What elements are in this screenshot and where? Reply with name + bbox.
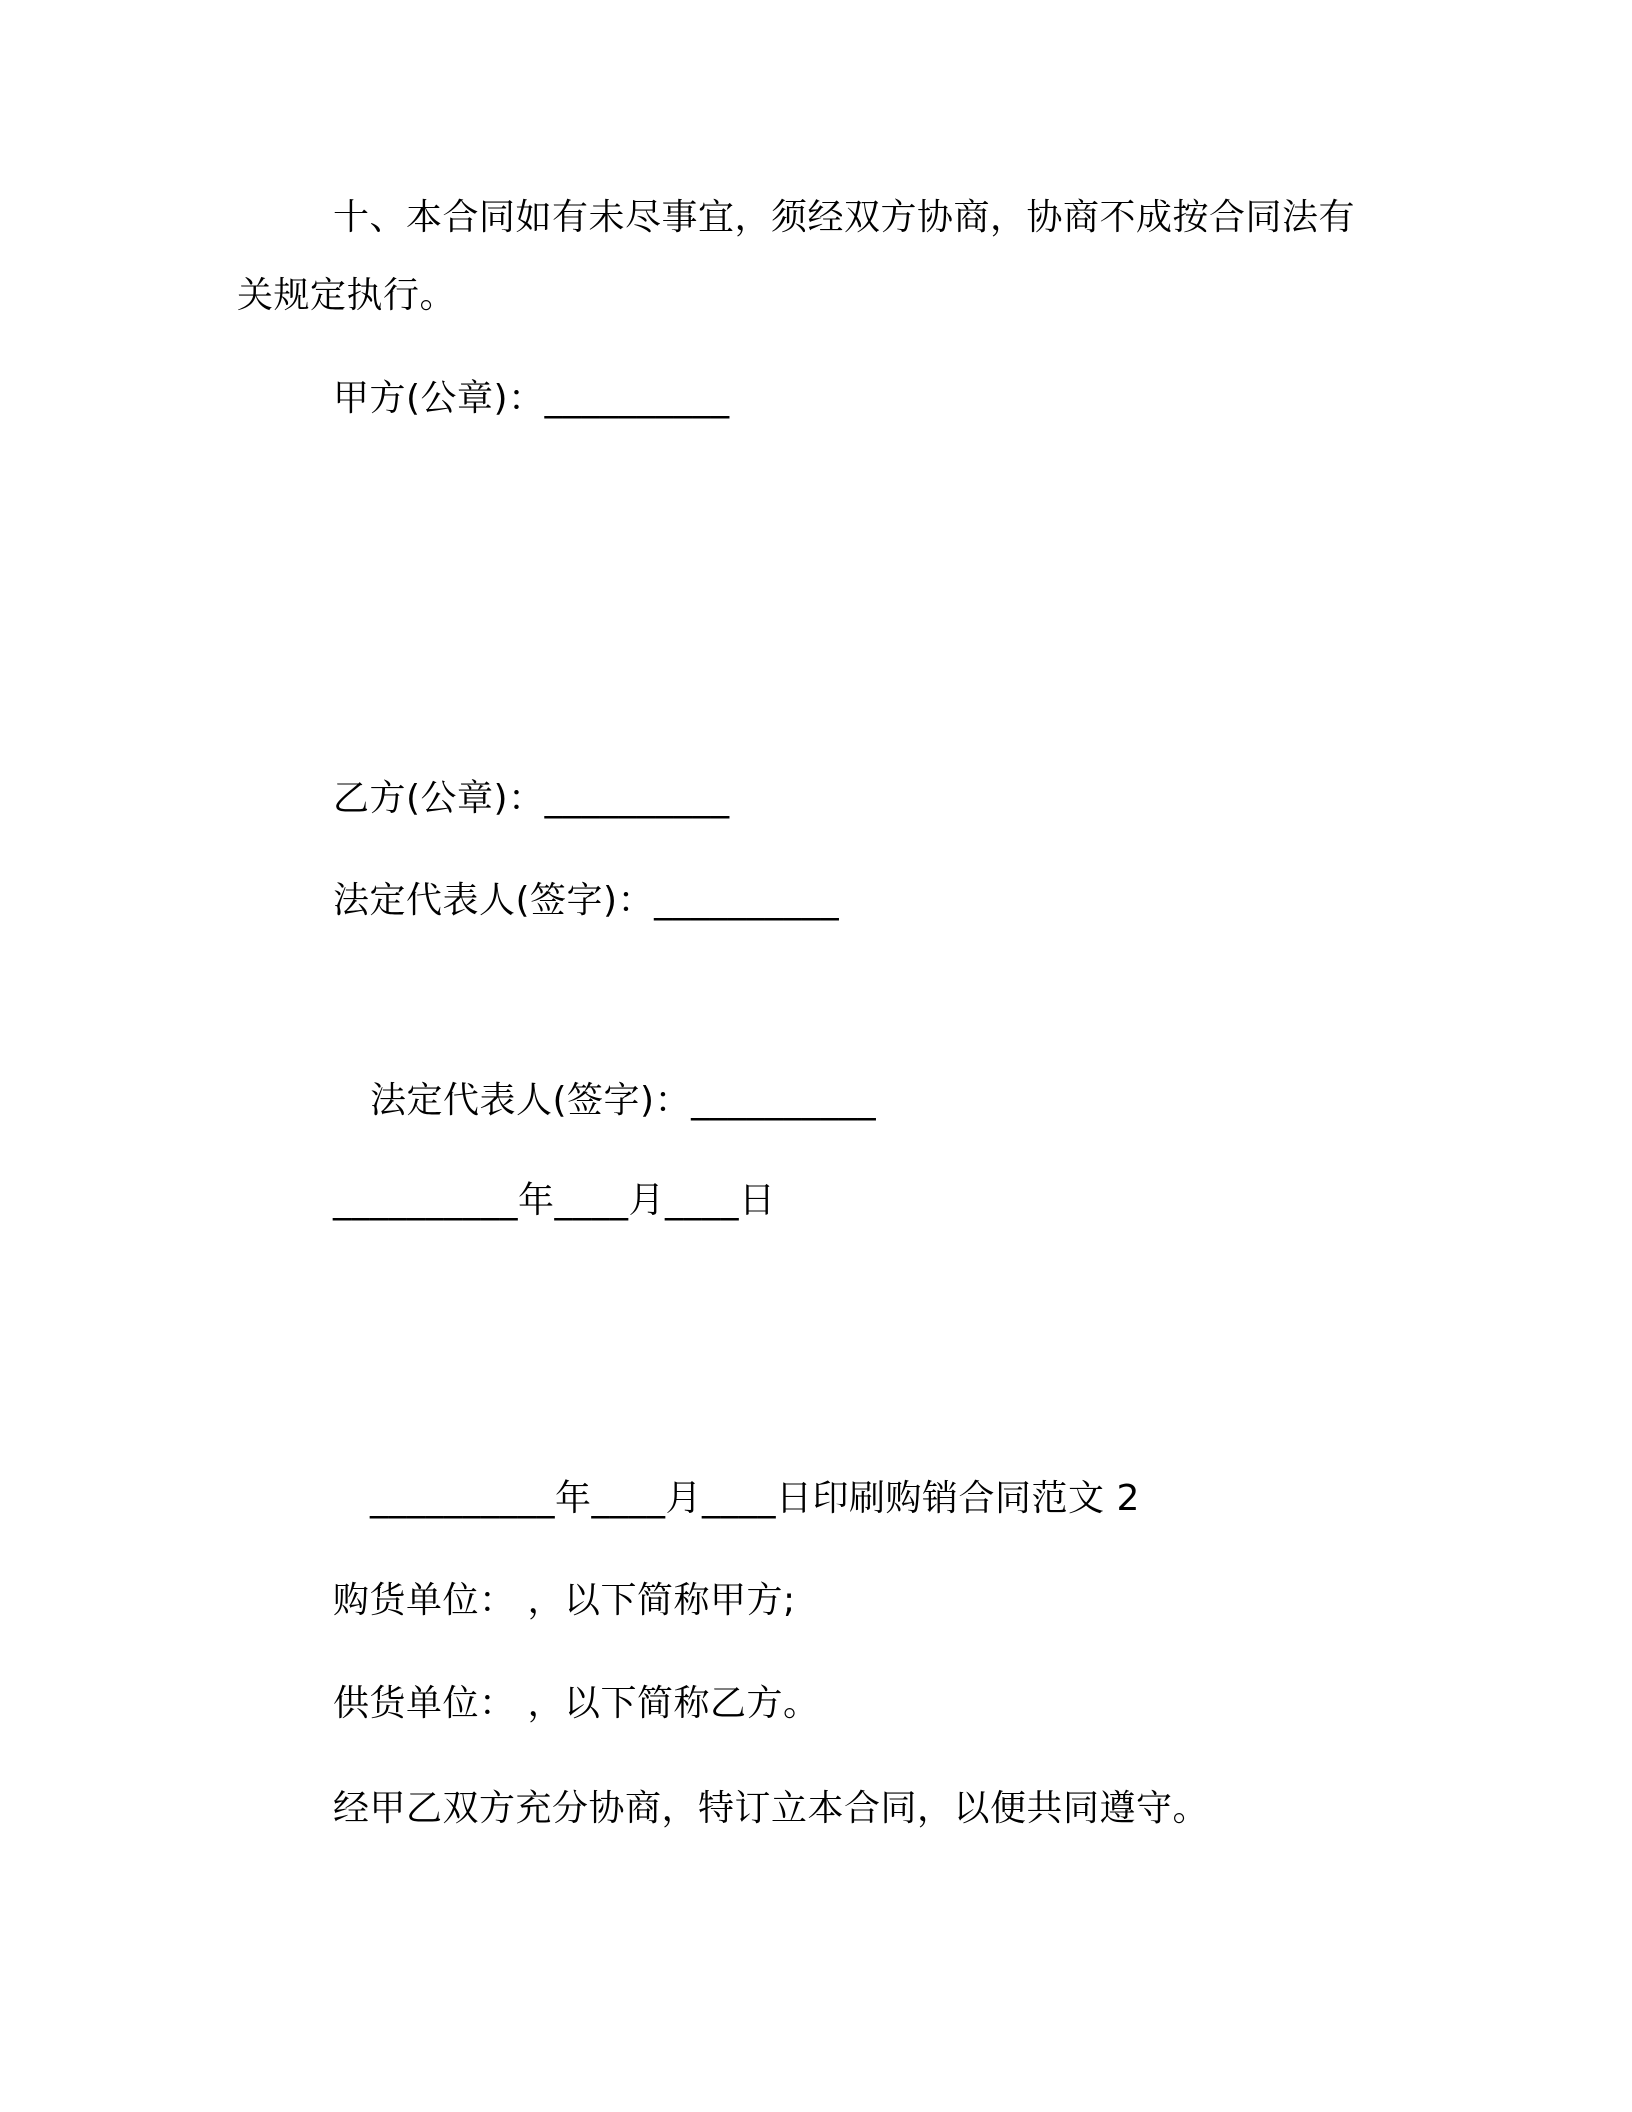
clause-ten-line-2: 关规定执行。 xyxy=(237,275,457,316)
agreement-line: 经甲乙双方充分协商，特订立本合同，以便共同遵守。 xyxy=(333,1788,1210,1829)
date-title-line: __________年____月____日印刷购销合同范文 2 xyxy=(370,1478,1140,1519)
party-b-seal-line: 乙方(公章)：__________ xyxy=(333,778,730,819)
buyer-line: 购货单位： ，以下简称甲方; xyxy=(333,1580,796,1621)
legal-representative-line-2: 法定代表人(签字)：__________ xyxy=(370,1080,877,1121)
date-line: __________年____月____日 xyxy=(333,1180,776,1221)
supplier-line: 供货单位： ，以下简称乙方。 xyxy=(333,1683,820,1724)
clause-ten-line-1: 十、本合同如有未尽事宜，须经双方协商，协商不成按合同法有 xyxy=(333,197,1356,238)
legal-representative-line-1: 法定代表人(签字)：__________ xyxy=(333,880,840,921)
party-a-seal-line: 甲方(公章)：__________ xyxy=(333,378,730,419)
